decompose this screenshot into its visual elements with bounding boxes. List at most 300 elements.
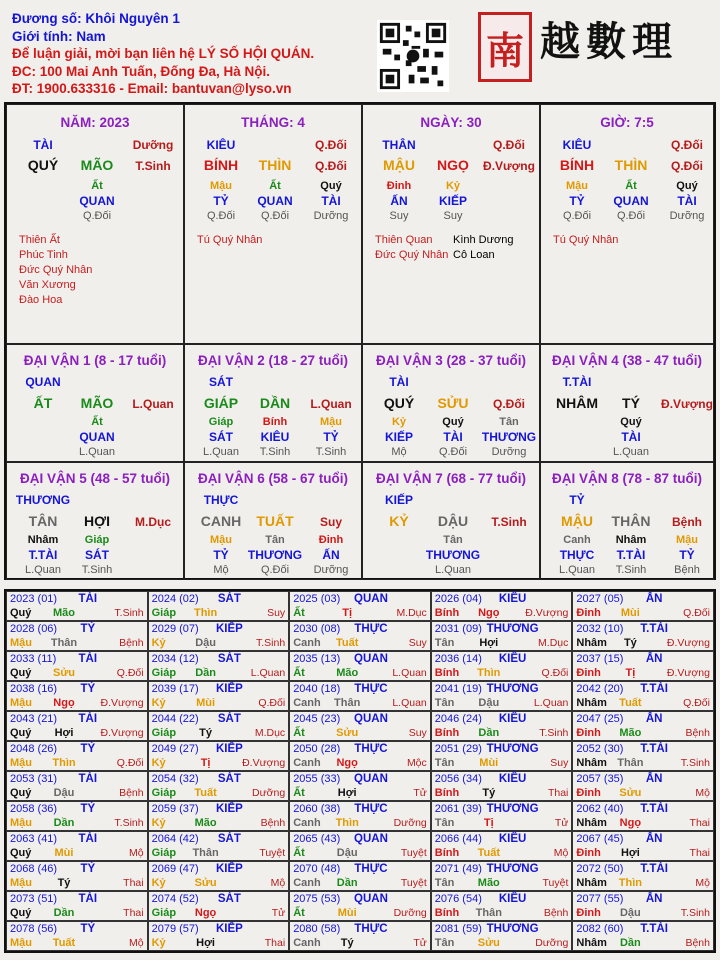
- ten-god-stem: THÂN: [382, 138, 416, 152]
- hidden-ten-god: QUAN: [79, 430, 115, 444]
- year-ten-god: KIÊU: [498, 713, 527, 725]
- year-branch: Tuất: [335, 637, 359, 649]
- year-stage: T.Sinh: [114, 817, 144, 829]
- branch-stage: Đ.Vượng: [483, 159, 535, 173]
- year-branch: Dậu: [53, 787, 75, 799]
- year-branch: Tuất: [477, 847, 500, 859]
- year-ten-god: SÁT: [217, 833, 241, 845]
- year-stem: Canh: [293, 697, 321, 709]
- pillar-title: NGÀY: 30: [420, 115, 482, 130]
- heavenly-stem: MẬU: [561, 513, 593, 529]
- year-branch: Tị: [200, 757, 211, 769]
- year-cell: [431, 891, 573, 921]
- year-ten-god: THƯƠNG: [486, 623, 539, 635]
- hidden-stage: Suy: [443, 210, 463, 222]
- year-ten-god: TỶ: [80, 743, 96, 755]
- year-stage: Mộ: [270, 877, 286, 889]
- year-label: 2079 (57): [151, 923, 199, 935]
- year-stem: Tân: [434, 697, 455, 709]
- year-ten-god: TỶ: [80, 683, 96, 695]
- year-branch: Thân: [475, 907, 502, 919]
- year-stage: Q.Đối: [683, 607, 710, 619]
- year-branch: Thìn: [52, 757, 76, 769]
- year-ten-god: KIẾP: [215, 863, 243, 875]
- star-list: [375, 233, 448, 263]
- year-stem: Canh: [293, 637, 321, 649]
- year-branch: Mùi: [196, 697, 216, 709]
- year-stem: Nhâm: [576, 877, 607, 889]
- hidden-stage: Dưỡng: [313, 564, 349, 576]
- hidden-stage: Dưỡng: [313, 210, 349, 222]
- year-stem: Ất: [293, 607, 305, 619]
- year-branch: Thân: [617, 757, 644, 769]
- year-ten-god: THỰC: [354, 923, 388, 935]
- year-stage: Q.Đối: [258, 697, 286, 709]
- year-stem: Kỷ: [151, 757, 166, 769]
- hidden-stage: Q.Đối: [260, 210, 290, 222]
- year-label: 2056 (34): [434, 773, 482, 785]
- year-ten-god: THỰC: [354, 623, 388, 635]
- year-cell: [572, 591, 714, 621]
- life-stage: Q.Đối: [315, 138, 347, 152]
- branch-stage: Q.Đối: [493, 397, 525, 411]
- year-cell: [572, 921, 714, 951]
- year-label: 2078 (56): [10, 923, 58, 935]
- year-cell: [6, 621, 148, 651]
- year-stem: Giáp: [151, 847, 177, 859]
- year-label: 2027 (05): [576, 593, 624, 605]
- year-stage: L.Quan: [250, 667, 286, 679]
- year-label: 2036 (14): [434, 653, 482, 665]
- year-label: 2037 (15): [576, 653, 624, 665]
- heavenly-stem: TÂN: [28, 513, 58, 529]
- branch-stage: L.Quan: [310, 397, 352, 411]
- year-branch: Sửu: [52, 667, 76, 679]
- earthly-branch: THÂN: [611, 513, 651, 529]
- star-list: [553, 233, 618, 248]
- year-branch: Mão: [477, 877, 500, 889]
- year-ten-god: T.TÀI: [640, 683, 668, 695]
- year-branch: Thân: [334, 697, 361, 709]
- year-cell: [6, 651, 148, 681]
- year-branch: Ngọ: [194, 907, 217, 919]
- star-item: Đức Quý Nhân: [19, 264, 93, 276]
- year-branch: Thân: [192, 847, 219, 859]
- year-stage: Đ.Vượng: [100, 697, 144, 709]
- year-stem: Ất: [293, 787, 305, 799]
- year-cell: [572, 861, 714, 891]
- hidden-ten-god: THƯƠNG: [481, 430, 537, 444]
- year-stage: Đ.Vượng: [242, 757, 286, 769]
- year-label: 2055 (33): [293, 773, 341, 785]
- year-cell: [6, 741, 148, 771]
- year-label: 2072 (50): [576, 863, 624, 875]
- hidden-stage: Q.Đối: [616, 210, 646, 222]
- year-label: 2058 (36): [10, 803, 58, 815]
- year-ten-god: ẤN: [645, 593, 663, 605]
- year-ten-god: T.TÀI: [640, 743, 668, 755]
- branch-stage: Bệnh: [672, 515, 702, 529]
- year-label: 2042 (20): [576, 683, 624, 695]
- branch-stage: L.Quan: [132, 397, 174, 411]
- year-ten-god: KIÊU: [498, 773, 527, 785]
- year-stage: Thai: [123, 907, 144, 919]
- luck-pillar-cell: [6, 344, 184, 462]
- year-cell: [289, 621, 431, 651]
- year-ten-god: ẤN: [645, 893, 663, 905]
- year-stage: Bệnh: [119, 637, 144, 649]
- year-label: 2071 (49): [434, 863, 482, 875]
- year-ten-god: T.TÀI: [640, 803, 668, 815]
- year-stage: Tử: [413, 937, 427, 949]
- year-stage: Dưỡng: [535, 937, 569, 949]
- year-branch: Dậu: [478, 697, 500, 709]
- year-stage: L.Quan: [392, 667, 427, 679]
- year-stage: Mộ: [553, 847, 569, 859]
- year-branch: Tý: [623, 637, 637, 649]
- hidden-stem: Ất: [269, 180, 281, 192]
- hidden-ten-god: ẤN: [322, 548, 340, 562]
- hidden-stage: Q.Đối: [206, 210, 236, 222]
- year-branch: Tị: [483, 817, 494, 829]
- year-label: 2054 (32): [151, 773, 199, 785]
- star-item: Thiên Quan: [375, 234, 433, 246]
- hidden-ten-god: T.TÀI: [616, 548, 646, 562]
- luck-pillar-cell: [362, 462, 540, 580]
- year-stage: Dưỡng: [393, 817, 427, 829]
- header: [0, 0, 720, 100]
- year-branch: Hợi: [196, 937, 215, 949]
- year-label: 2030 (08): [293, 623, 341, 635]
- year-label: 2062 (40): [576, 803, 624, 815]
- year-branch: Dậu: [195, 637, 216, 649]
- brand-logo-text: 越數理: [540, 18, 678, 65]
- luck-title: ĐẠI VẬN 8 (78 - 87 tuổi): [551, 471, 703, 486]
- year-stem: Canh: [293, 877, 321, 889]
- year-stage: M.Dục: [396, 607, 427, 619]
- owner-name: Đương số: Khôi Nguyên 1: [12, 11, 180, 26]
- luck-title: ĐẠI VẬN 6 (58 - 67 tuổi): [197, 471, 349, 486]
- hidden-stage: L.Quan: [78, 446, 116, 458]
- year-stage: T.Sinh: [680, 907, 710, 919]
- life-stage: Q.Đối: [671, 138, 703, 152]
- year-ten-god: ẤN: [645, 653, 663, 665]
- hidden-stem: Mậu: [320, 416, 342, 428]
- year-stem: Canh: [293, 817, 321, 829]
- year-cell: [289, 591, 431, 621]
- year-ten-god: TÀI: [78, 833, 98, 845]
- year-ten-god: TỶ: [80, 803, 96, 815]
- year-ten-god: THƯƠNG: [486, 743, 539, 755]
- year-branch: Sửu: [336, 727, 359, 739]
- year-branch: Dần: [478, 727, 500, 739]
- year-ten-god: TÀI: [78, 893, 98, 905]
- luck-pillar-cell: [540, 462, 714, 580]
- year-branch: Tý: [199, 727, 213, 739]
- year-stage: Q.Đối: [683, 697, 710, 709]
- year-cell: [289, 831, 431, 861]
- year-label: 2073 (51): [10, 893, 58, 905]
- hidden-ten-god: SÁT: [85, 548, 109, 562]
- year-branch: Thân: [50, 637, 78, 649]
- year-cell: [148, 861, 290, 891]
- year-cell: [431, 681, 573, 711]
- gender: Giới tính: Nam: [12, 28, 106, 44]
- hidden-stage: T.Sinh: [615, 564, 647, 576]
- year-stem: Canh: [293, 757, 321, 769]
- hidden-stage: Mộ: [213, 564, 229, 576]
- qr-code-icon: [377, 20, 449, 92]
- chart-grid: [4, 102, 716, 580]
- year-branch: Tuất: [52, 937, 76, 949]
- hidden-ten-god: T.TÀI: [28, 548, 58, 562]
- year-cell: [6, 891, 148, 921]
- pillar-title: GIỜ: 7:5: [600, 115, 654, 130]
- year-stem: Quý: [10, 847, 32, 859]
- year-cell: [148, 621, 290, 651]
- year-cell: [148, 681, 290, 711]
- year-row: [6, 831, 714, 861]
- earthly-branch: HỢI: [84, 513, 110, 529]
- heavenly-stem: BÍNH: [559, 157, 595, 173]
- hidden-stem: Tân: [265, 534, 285, 546]
- hidden-stem: Bính: [262, 416, 288, 428]
- year-stem: Đinh: [576, 607, 601, 619]
- luck-pillar-cell: [184, 344, 362, 462]
- year-label: 2049 (27): [151, 743, 199, 755]
- year-label: 2025 (03): [293, 593, 341, 605]
- year-ten-god: THỰC: [354, 683, 388, 695]
- branch-stage: Q.Đối: [671, 159, 703, 173]
- year-stem: Ất: [293, 907, 305, 919]
- year-label: 2024 (02): [151, 593, 199, 605]
- year-stem: Tân: [434, 637, 455, 649]
- year-cell: [6, 861, 148, 891]
- year-label: 2061 (39): [434, 803, 482, 815]
- year-cell: [6, 921, 148, 951]
- ten-god-stem: THỰC: [203, 493, 239, 507]
- contact-note: Để luận giải, mời bạn liên hệ LÝ SỐ HỘI QUÁN.: [12, 46, 315, 61]
- luck-pillar-cell: [362, 344, 540, 462]
- earthly-branch: DẦN: [259, 395, 291, 411]
- year-ten-god: TỶ: [80, 863, 96, 875]
- year-row: [6, 681, 714, 711]
- year-ten-god: TÀI: [78, 653, 98, 665]
- year-cell: [289, 681, 431, 711]
- year-label: 2035 (13): [293, 653, 341, 665]
- hidden-ten-god: THƯƠNG: [247, 548, 303, 562]
- year-stem: Quý: [10, 727, 32, 739]
- year-ten-god: TỶ: [80, 623, 96, 635]
- year-ten-god: KIẾP: [215, 623, 243, 635]
- year-stage: Bệnh: [543, 907, 569, 919]
- luck-title: ĐẠI VẬN 3 (28 - 37 tuổi): [375, 353, 527, 368]
- hidden-ten-god: TỶ: [569, 194, 585, 208]
- heavenly-stem: QUÝ: [383, 395, 415, 411]
- branch-stage: Q.Đối: [315, 159, 347, 173]
- year-label: 2048 (26): [10, 743, 58, 755]
- year-label: 2065 (43): [293, 833, 341, 845]
- pillar-cell: [6, 104, 184, 344]
- year-cell: [572, 711, 714, 741]
- year-label: 2051 (29): [434, 743, 482, 755]
- star-item: Phúc Tinh: [19, 249, 68, 261]
- year-stem: Giáp: [151, 787, 177, 799]
- year-stem: Quý: [10, 607, 32, 619]
- year-cell: [431, 771, 573, 801]
- year-cell: [148, 921, 290, 951]
- earthly-branch: TÝ: [622, 395, 640, 411]
- heavenly-stem: ẤT: [33, 395, 53, 411]
- hidden-stem: Quý: [676, 180, 698, 192]
- ten-god-stem: TÀI: [389, 375, 409, 389]
- year-stage: Bệnh: [685, 727, 710, 739]
- year-stem: Mậu: [10, 937, 32, 949]
- hidden-stem: Quý: [320, 180, 342, 192]
- hidden-ten-god: TÀI: [443, 430, 463, 444]
- year-ten-god: T.TÀI: [640, 623, 668, 635]
- year-label: 2060 (38): [293, 803, 341, 815]
- year-cell: [572, 831, 714, 861]
- year-row: [6, 921, 714, 951]
- earthly-branch: DẬU: [437, 513, 469, 529]
- year-label: 2052 (30): [576, 743, 624, 755]
- year-stem: Mậu: [10, 757, 32, 769]
- hidden-ten-god: THỰC: [559, 548, 595, 562]
- hidden-stem: Đinh: [386, 180, 412, 192]
- year-branch: Dậu: [619, 907, 641, 919]
- year-stage: Tuyệt: [400, 877, 427, 889]
- hidden-stage: T.Sinh: [315, 446, 347, 458]
- year-ten-god: TÀI: [78, 773, 98, 785]
- year-cell: [289, 771, 431, 801]
- year-branch: Ngọ: [53, 697, 75, 709]
- year-ten-god: QUAN: [354, 773, 388, 785]
- year-cell: [572, 891, 714, 921]
- hidden-stage: L.Quan: [24, 564, 62, 576]
- year-label: 2064 (42): [151, 833, 199, 845]
- star-item: Kình Dương: [453, 234, 514, 246]
- year-label: 2044 (22): [151, 713, 199, 725]
- year-stem: Kỷ: [151, 937, 166, 949]
- year-stem: Nhâm: [576, 637, 607, 649]
- hidden-stem: Tân: [443, 534, 463, 546]
- year-cell: [148, 591, 290, 621]
- year-stage: Tử: [271, 907, 286, 919]
- year-stem: Ất: [293, 667, 305, 679]
- hidden-stem: Mậu: [210, 180, 232, 192]
- year-cell: [431, 591, 573, 621]
- year-stem: Mậu: [10, 817, 32, 829]
- branch-stage: Đ.Vượng: [661, 397, 713, 411]
- ten-god-stem: KIÊU: [562, 138, 592, 152]
- year-stem: Kỷ: [151, 637, 166, 649]
- pillar-cell: [362, 104, 540, 344]
- heavenly-stem: NHÂM: [556, 395, 598, 411]
- year-stage: Q.Đối: [116, 667, 144, 679]
- hidden-stem: Ất: [91, 180, 103, 192]
- year-branch: Mão: [336, 667, 359, 679]
- year-label: 2053 (31): [10, 773, 58, 785]
- year-stage: Suy: [550, 757, 569, 769]
- year-branch: Sửu: [477, 937, 500, 949]
- year-branch: Mùi: [337, 907, 357, 919]
- year-stage: T.Sinh: [256, 637, 286, 649]
- year-branch: Tý: [482, 787, 496, 799]
- star-item: Tú Quý Nhân: [553, 234, 619, 246]
- year-branch: Ngọ: [336, 757, 358, 769]
- year-stage: Tuyệt: [542, 877, 569, 889]
- hidden-stem: Giáp: [84, 534, 110, 546]
- year-label: 2023 (01): [10, 593, 58, 605]
- luck-pillar-cell: [540, 344, 714, 462]
- year-label: 2069 (47): [151, 863, 199, 875]
- hidden-ten-god: KIẾP: [384, 430, 414, 444]
- year-ten-god: KIÊU: [498, 833, 527, 845]
- year-branch: Thìn: [193, 607, 218, 619]
- year-stem: Giáp: [151, 907, 177, 919]
- year-stem: Kỷ: [151, 817, 166, 829]
- year-stage: Mộ: [129, 847, 144, 859]
- ten-god-stem: THƯƠNG: [15, 493, 71, 507]
- year-stage: Tử: [554, 817, 569, 829]
- year-ten-god: QUAN: [354, 593, 388, 605]
- year-stem: Đinh: [576, 727, 601, 739]
- earthly-branch: THÌN: [614, 157, 648, 173]
- hidden-stage: Suy: [389, 210, 409, 222]
- year-stem: Bính: [434, 727, 460, 739]
- pillar-cell: [184, 104, 362, 344]
- heavenly-stem: MẬU: [383, 157, 415, 173]
- year-label: 2046 (24): [434, 713, 482, 725]
- star-item: Văn Xương: [19, 279, 76, 291]
- hidden-ten-god: TÀI: [321, 194, 341, 208]
- year-cell: [6, 771, 148, 801]
- hidden-stage: Bệnh: [674, 564, 700, 576]
- year-stage: Đ.Vượng: [666, 637, 710, 649]
- hidden-stage: L.Quan: [434, 564, 472, 576]
- branch-stage: Suy: [319, 515, 343, 529]
- year-branch: Tuất: [619, 697, 642, 709]
- year-branch: Tuất: [194, 787, 217, 799]
- year-cell: [148, 741, 290, 771]
- year-stage: Đ.Vượng: [666, 667, 710, 679]
- hidden-ten-god: QUAN: [613, 194, 649, 208]
- year-cell: [431, 741, 573, 771]
- year-ten-god: KIẾP: [215, 923, 243, 935]
- year-stem: Tân: [434, 937, 455, 949]
- branch-stage: T.Sinh: [491, 515, 527, 529]
- year-branch: Tý: [340, 937, 354, 949]
- year-stage: Dưỡng: [252, 787, 286, 799]
- hidden-ten-god: QUAN: [79, 194, 115, 208]
- earthly-branch: TUẤT: [256, 513, 294, 529]
- year-label: 2045 (23): [293, 713, 341, 725]
- hidden-ten-god: TỶ: [323, 430, 339, 444]
- year-label: 2032 (10): [576, 623, 624, 635]
- year-label: 2077 (55): [576, 893, 624, 905]
- year-cell: [6, 801, 148, 831]
- year-cell: [289, 651, 431, 681]
- year-ten-god: KIÊU: [498, 653, 527, 665]
- pillar-title: NĂM: 2023: [60, 115, 130, 130]
- year-row: [6, 741, 714, 771]
- year-label: 2066 (44): [434, 833, 482, 845]
- year-cell: [148, 801, 290, 831]
- owner-info: [12, 10, 314, 98]
- year-ten-god: SÁT: [217, 653, 241, 665]
- year-label: 2050 (28): [293, 743, 341, 755]
